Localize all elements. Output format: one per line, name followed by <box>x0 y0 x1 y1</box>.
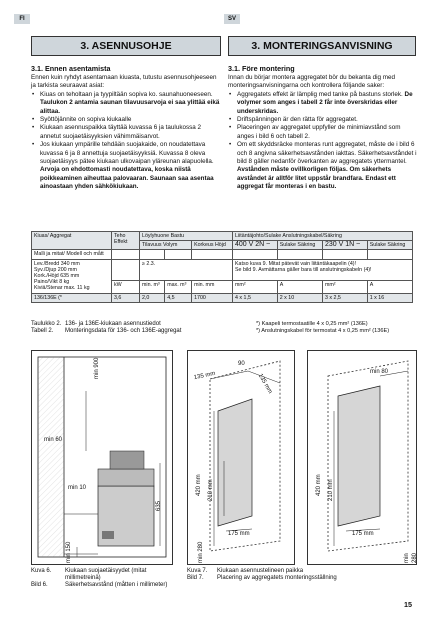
figure-6-caption: Kuva 6. Kiukaan suojaetäisyydet (mitat millimetreinä) Bild 6. Säkerhetsavstånd (måtten i millimeter) <box>31 568 168 589</box>
min-height-note: ≥ 2.3. <box>140 259 233 280</box>
fig6-min10: min 10 <box>68 485 87 491</box>
sv-item: • Om ett skyddsräcke monteras runt aggregatet, måste de i bild 6 och 8 angivna säkerhetsavstånden iakttas. Säkerhetsavståndet i bild 8 gäller nedanför överkanten av aggregatets yttermantel. <box>228 141 418 166</box>
cell-f230: 1 x 16 <box>367 293 412 302</box>
th-fuse-230: Sulake Säkring <box>367 241 412 250</box>
fi-item: • Kiukaan asennuspaikka täyttää kuvassa 6 ja taulukossa 2 annetut suojaetäisyyksien vähimmäisarvot. <box>31 124 223 141</box>
figure-7-caption: Kuva 7. Kiukaan asennustelineen paikka Bild 7. Placering av aggregatets monteringsställning <box>187 568 337 582</box>
cell-kw: 3,6 <box>112 293 140 302</box>
sv-item: • Placeringen av aggregatet uppfyller de minimiavstånd som anges i bild 6 och tabell 2. <box>228 124 418 141</box>
language-tab-fi: FI <box>14 14 30 24</box>
fi-intro: Ennen kuin ryhdyt asentamaan kiuasta, tutustu asennusohjeeseen ja tarkista seuraavat asiat: <box>31 74 217 90</box>
fig7-90: 90 <box>238 361 245 367</box>
th-230v: 230 V 1N ~ <box>322 241 367 250</box>
th-fuse-400: Sulake Säkring <box>277 241 322 250</box>
figure-6 <box>31 350 173 565</box>
cell-c230: 3 x 2,5 <box>322 293 367 302</box>
sv-column <box>228 64 418 192</box>
fig7-280: min 280 <box>198 541 204 563</box>
unit-min: min. m³ <box>140 280 165 293</box>
table-notes: *) Kaapeli termostaatille 4 x 0,25 mm² (136E) *) Anslutningskabel för termostat 4 x 0,25 mm² (136E) <box>256 321 390 335</box>
fi-item: • Syöttöjännite on sopiva kiukaalle <box>31 116 223 124</box>
cell-minh: 1700 <box>192 293 233 302</box>
th-volume: Tilavuus Volym <box>140 241 192 250</box>
th-steam-room: Löylyhuone Bastu <box>140 232 233 241</box>
fig7-420: 420 mm <box>196 474 202 496</box>
model-label: Malli ja mitat/ Modell och mått <box>32 250 112 259</box>
figure-8 <box>307 350 417 565</box>
fig7-135b: 135 mm <box>256 373 273 395</box>
unit-mm2b: mm² <box>322 280 367 293</box>
fig6-min60: min 60 <box>44 437 63 443</box>
section-title-sv: 3. MONTERINGSANVISNING <box>228 36 416 56</box>
cell-c400: 4 x 1,5 <box>233 293 278 302</box>
fi-closing: Arvoja on ehdottomasti noudatettava, koska niistä poikkeaminen aiheuttaa palovaaran. Saunaan saa asentaa ainoastaan yhden sähkökiukaan. <box>40 166 214 191</box>
language-tab-sv: SV <box>224 14 240 24</box>
fi-item: • Jos kiukaan ympärille tehdään suojakaide, on noudatettava kuvassa 6 ja 8 annettuja suojaetäisyyksiä. Kuvassa 8 oleva suojaetäisyys pätee kiukaan ulkovaipan yläreunan alapuolella. <box>31 141 223 166</box>
fi-heading: 3.1. Ennen asentamista <box>31 64 111 73</box>
fi-item: • Kiuas on teholtaan ja tyypiltään sopiva ko. saunahuoneeseen. Taulukon 2 antamia saunan tilavuusarvoja ei saa ylittää eikä alittaa. <box>31 91 223 116</box>
table-row <box>32 293 413 302</box>
cell-min: 2,0 <box>140 293 165 302</box>
th-model: Kiuas/ Aggregat <box>32 232 112 250</box>
th-400v: 400 V 2N ~ <box>233 241 278 250</box>
unit-ab: A <box>367 280 412 293</box>
sv-item: • Driftspänningen är den rätta för aggregatet. <box>228 116 418 124</box>
th-cable: Liitäntäjohto/Sulake Anslutningskabel/Säkring <box>233 232 413 241</box>
unit-a: A <box>277 280 322 293</box>
installation-data-table <box>31 231 413 303</box>
fig6-min150: min 150 <box>66 541 72 563</box>
fig7-210: 210 mm <box>208 479 214 501</box>
fig8-280: min 280 <box>404 552 418 563</box>
sv-checklist <box>228 91 418 167</box>
fig6-min900: min 900 <box>94 357 100 379</box>
table-caption: Taulukko 2. 136- ja 136E-kiukaan asennustiedot Tabell 2. Monteringsdata för 136- och 136E-aggregat <box>31 321 182 335</box>
cell-max: 4,5 <box>165 293 192 302</box>
fig7-135a: 135 mm <box>193 370 216 382</box>
page-number: 15 <box>404 600 412 609</box>
fi-checklist <box>31 91 223 167</box>
fig6-dim635: 635 <box>156 500 162 511</box>
unit-minh: min. mm <box>192 280 233 293</box>
fig7-175: 175 mm <box>228 531 250 537</box>
sv-closing: Avstånden måste ovillkorligen följas. Om säkerhets avståndet är alltför litet uppstår brandfara. Endast ett aggregat får monteras i en bastu. <box>237 166 396 191</box>
sv-intro: Innan du börjar montera aggregatet bör du bekanta dig med monteringsanvisningarna och kontrollera följande saker: <box>228 74 395 90</box>
fig8-175: 175 mm <box>352 531 374 537</box>
th-power: Teho Effekt <box>112 232 140 250</box>
model-dimensions: Lev./Bredd 340 mm Syv./Djup 200 mm Kork./Höjd 635 mm Paino/Vikt 8 kg Kiviä/Stenar max. 11 kg <box>32 259 112 293</box>
fig8-min80: min 80 <box>370 369 389 375</box>
fig8-420: 420 mm <box>316 474 322 496</box>
fi-column <box>31 64 223 192</box>
sv-heading: 3.1. Före montering <box>228 64 295 73</box>
figure-7 <box>187 350 295 565</box>
section-title-fi: 3. ASENNUSOHJE <box>31 36 221 56</box>
cell-model: 136/136E (* <box>32 293 112 302</box>
th-height: Korkeus Höjd <box>192 241 233 250</box>
unit-mm2: mm² <box>233 280 278 293</box>
unit-max: max. m³ <box>165 280 192 293</box>
unit-kw: kW <box>112 280 140 293</box>
cell-f400: 2 x 10 <box>277 293 322 302</box>
fig8-210: 210 mm <box>328 479 334 501</box>
cable-note: Katso kuva 9. Mitat pätevät vain liitäntäkaapelin (4)! Se bild 9. Avmättarna gäller bara till anslutningskabeln (4)! <box>233 259 413 280</box>
sv-item: • Aggregatets effekt är lämplig med tanke på bastuns storlek. De volymer som anges i tabell 2 får inte överskridas eller underskridas. <box>228 91 418 116</box>
figure-6-drawing <box>32 351 172 564</box>
